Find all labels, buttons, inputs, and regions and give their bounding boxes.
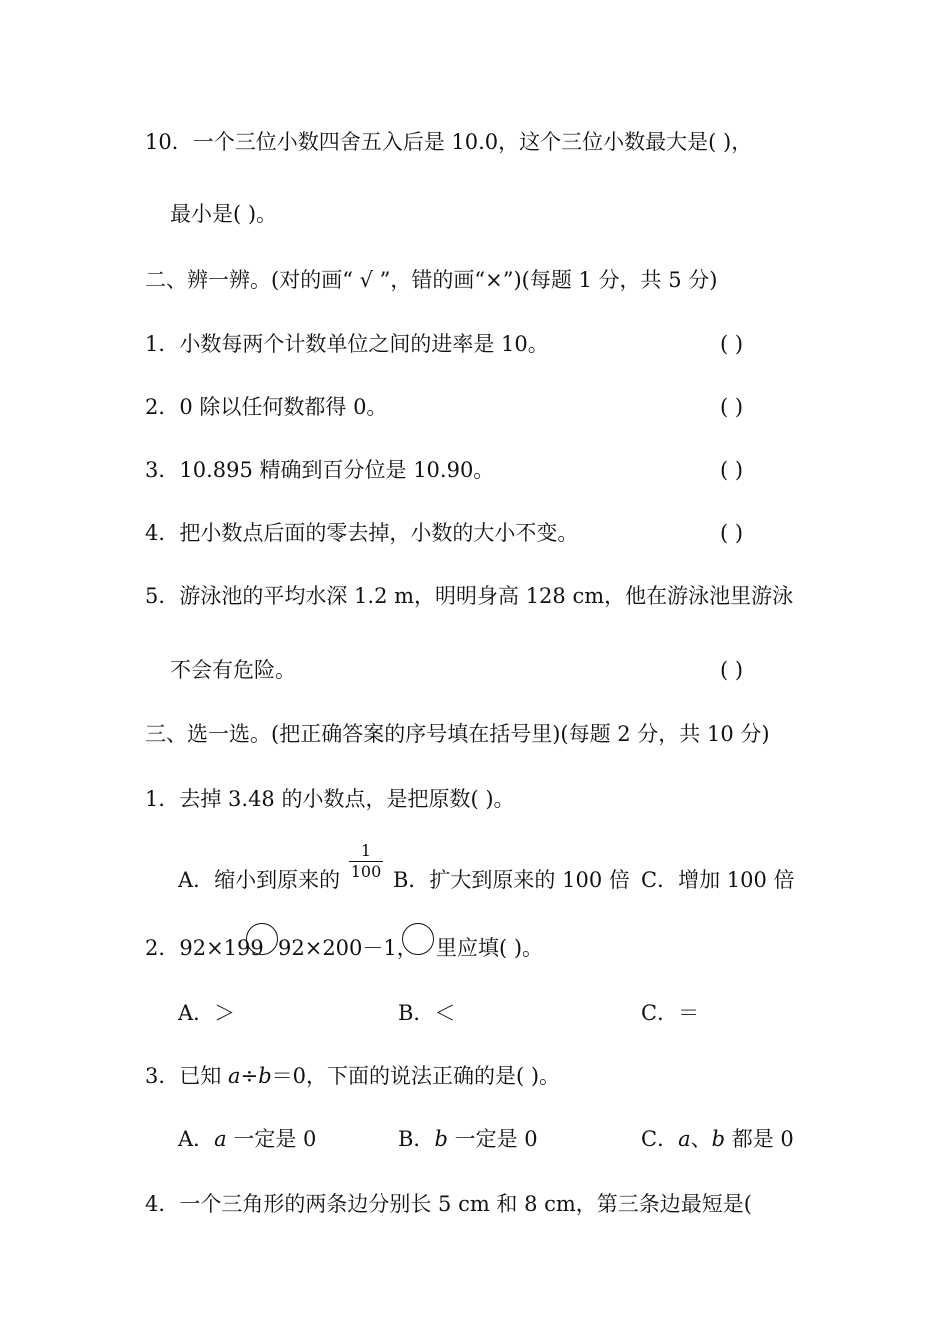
section2-heading: 二、辨一辨。(对的画“ √ ”，错的画“×”)(每题 1 分，共 5 分) — [145, 268, 718, 292]
option-c-label: C． — [641, 1127, 679, 1151]
q10-line1: 10．一个三位小数四舍五入后是 10.0，这个三位小数最大是( )， — [145, 130, 753, 154]
mc-q2-option-a[interactable]: A．＞ — [178, 1001, 236, 1025]
mc-q1-fraction — [349, 842, 383, 881]
tf-answer-paren-1[interactable]: ( ) — [720, 332, 744, 356]
blank-circle-2 — [402, 923, 434, 955]
blank-circle-1 — [246, 923, 278, 955]
option-a-text: 一定是 0 — [226, 1127, 317, 1151]
mc-q3-option-c[interactable] — [641, 1125, 794, 1153]
mc-q1-option-a[interactable]: A．缩小到原来的 — [178, 868, 341, 892]
mc-q2-option-b[interactable]: B．＜ — [398, 1001, 456, 1025]
mc-q3-stem — [145, 1062, 560, 1090]
mc-q2-part1: 2．92×199 — [145, 936, 264, 960]
mc-q3-option-a[interactable] — [178, 1125, 316, 1153]
mc-q3-suffix: ＝0，下面的说法正确的是( )。 — [271, 1064, 561, 1088]
mc-q2-part2: 92×200－1， — [278, 936, 418, 960]
mc-q3-prefix: 3．已知 — [145, 1064, 229, 1088]
mc-q2-option-c[interactable]: C．＝ — [641, 1001, 700, 1025]
mc-q1-stem: 1．去掉 3.48 的小数点，是把原数( )。 — [145, 787, 515, 811]
var-b: b — [711, 1127, 726, 1151]
var-a: a — [678, 1127, 691, 1151]
div-sign: ÷ — [240, 1064, 259, 1088]
option-c-text: 都是 0 — [725, 1127, 794, 1151]
var-b: b — [258, 1064, 272, 1088]
mc-q1-option-b[interactable]: B．扩大到原来的 100 倍 — [393, 868, 630, 892]
tf-item-5-line2: 不会有危险。 — [170, 658, 296, 682]
mc-q1-option-c[interactable]: C．增加 100 倍 — [641, 868, 795, 892]
tf-answer-paren-5[interactable]: ( ) — [720, 658, 744, 682]
q10-line2: 最小是( )。 — [170, 202, 278, 226]
tf-item-3: 3．10.895 精确到百分位是 10.90。 — [145, 458, 495, 482]
fraction-numerator: 1 — [349, 842, 383, 862]
section3-heading: 三、选一选。(把正确答案的序号填在括号里)(每题 2 分，共 10 分) — [145, 722, 770, 746]
tf-answer-paren-3[interactable]: ( ) — [720, 458, 744, 482]
var-b: b — [434, 1127, 448, 1151]
mc-q3-option-b[interactable] — [398, 1125, 538, 1153]
tf-item-1: 1．小数每两个计数单位之间的进率是 10。 — [145, 332, 549, 356]
tf-answer-paren-4[interactable]: ( ) — [720, 521, 744, 545]
option-b-label: B． — [398, 1127, 435, 1151]
option-c-sep: 、 — [690, 1127, 712, 1151]
var-a: a — [228, 1064, 241, 1088]
tf-answer-paren-2[interactable]: ( ) — [720, 395, 744, 419]
mc-q4-stem: 4．一个三角形的两条边分别长 5 cm 和 8 cm，第三条边最短是( — [145, 1192, 752, 1216]
mc-q2-part3: 里应填( )。 — [436, 936, 544, 960]
var-a: a — [214, 1127, 227, 1151]
tf-item-2: 2．0 除以任何数都得 0。 — [145, 395, 388, 419]
tf-item-5: 5．游泳池的平均水深 1.2 m，明明身高 128 cm，他在游泳池里游泳 — [145, 584, 794, 608]
option-a-label: A． — [178, 1127, 215, 1151]
option-b-text: 一定是 0 — [447, 1127, 538, 1151]
tf-item-4: 4．把小数点后面的零去掉，小数的大小不变。 — [145, 521, 579, 545]
fraction-denominator: 100 — [350, 862, 382, 881]
